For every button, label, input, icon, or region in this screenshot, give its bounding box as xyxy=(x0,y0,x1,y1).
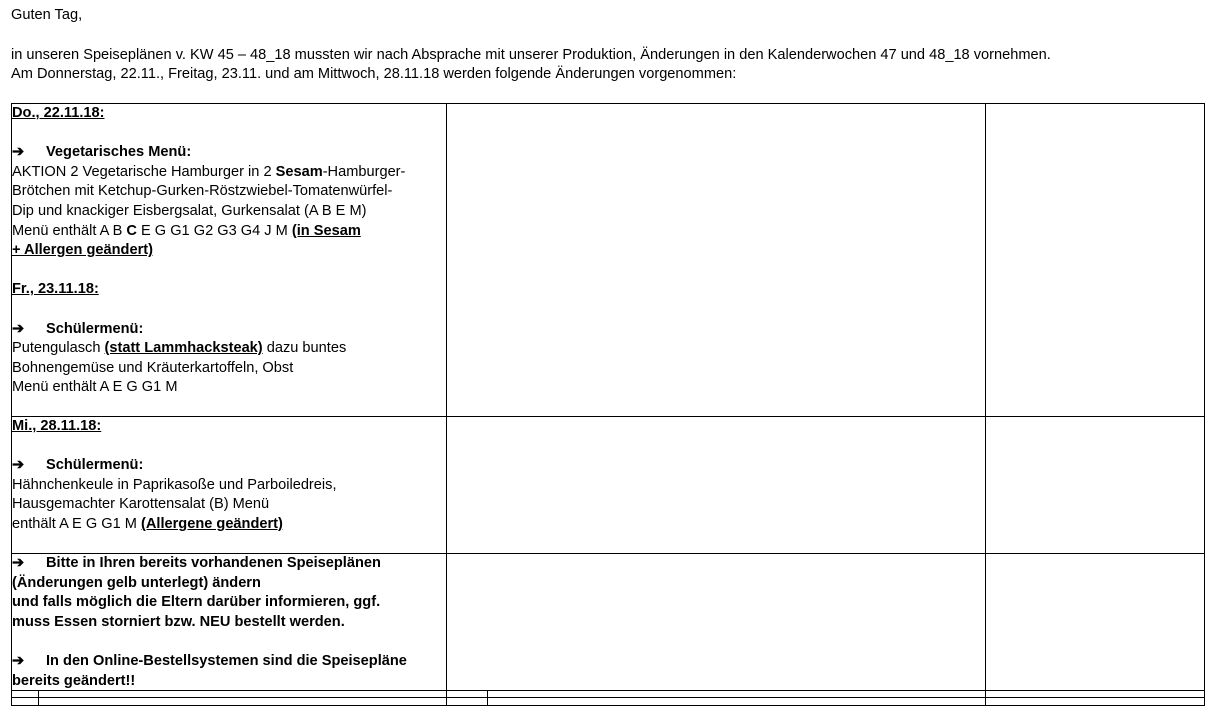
date-heading-fri: Fr., 23.11.18: xyxy=(12,281,99,298)
allergen-change-note: (in Sesam xyxy=(291,222,361,239)
date-heading-wed: Mi., 28.11.18: xyxy=(12,418,102,434)
menu-title-student: Schülermenü: xyxy=(46,457,144,474)
menu-title-student: Schülermenü: xyxy=(46,320,144,337)
table-col-divider xyxy=(38,690,39,706)
arrow-right-icon: ➔ xyxy=(12,144,25,161)
changes-cell-wed: Mi., 28.11.18: ➔ Schülermenü: Hähnchenkeule in Paprikasoße und Parboiledreis, Hausgemachter Karottensalat (B) Menü enthält A E G G1 M (Allergene geändert) xyxy=(12,418,337,532)
notes-cell: ➔ Bitte in Ihren bereits vorhandenen Speiseplänen (Änderungen gelb unterlegt) ändern und falls möglich die Eltern darüber informieren, ggf. muss Essen storniert bzw. NEU bestellt werden. ➔ In den Online-Bestellsystemen sind die Speisepläne bereits geändert!! xyxy=(12,555,407,689)
allergen-change-note: + Allergen geändert) xyxy=(12,242,153,259)
intro-line-1: in unseren Speiseplänen v. KW 45 – 48_18 mussten wir nach Absprache mit unserer Produktion, Änderungen in den Kalenderwochen 47 und 48_18 vornehmen. xyxy=(11,47,1051,63)
table-border-right xyxy=(1204,103,1205,706)
date-heading-thu: Do., 22.11.18: xyxy=(12,105,105,121)
intro-line-2: Am Donnerstag, 22.11., Freitag, 23.11. und am Mittwoch, 28.11.18 werden folgende Änderungen vorgenommen: xyxy=(11,66,737,82)
table-row-divider xyxy=(11,697,1205,698)
arrow-right-icon: ➔ xyxy=(12,320,25,337)
table-col-divider xyxy=(985,103,986,706)
arrow-right-icon: ➔ xyxy=(12,555,25,571)
table-col-divider xyxy=(487,690,488,706)
arrow-right-icon: ➔ xyxy=(12,457,25,474)
table-col-divider xyxy=(446,103,447,706)
replacement-note: (statt Lammhacksteak) xyxy=(104,340,263,357)
allergen-change-note: (Allergene geändert) xyxy=(140,515,283,532)
changes-cell-thu-fri: Do., 22.11.18: ➔ Vegetarisches Menü: AKTION 2 Vegetarische Hamburger in 2 Sesam-Hamburger- Brötchen mit Ketchup-Gurken-Röstzwiebel-Tomatenwürfel- Dip und knackiger Eisbergsalat, Gurkensalat (A B E M) Menü enthält A B C E G G1 G2 G3 G4 J M (in Sesam + Allergen geändert) Fr., 23.11.18: ➔ Schülermenü: Putengulasch (statt Lammhacksteak) dazu buntes Bohnengemüse und Kräuterkartoffeln, Obst Menü enthält A E G G1 M xyxy=(12,105,406,396)
menu-title-vegetarian: Vegetarisches Menü: xyxy=(46,144,192,161)
arrow-right-icon: ➔ xyxy=(12,652,25,669)
table-border-bottom xyxy=(11,705,1205,706)
greeting: Guten Tag, xyxy=(11,7,83,23)
